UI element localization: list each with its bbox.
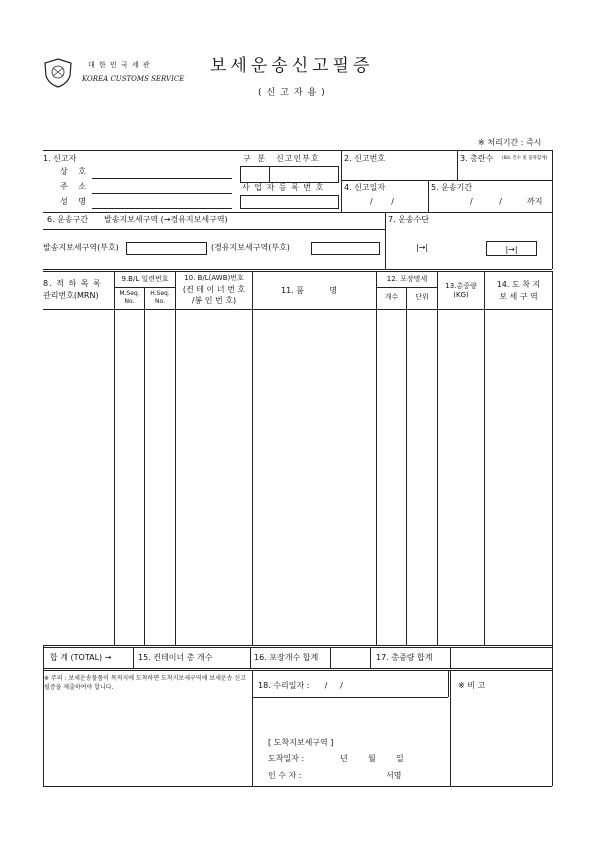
category-label: 구 분 [243, 154, 267, 163]
business-reg-label: 사 업 자 등 록 번 호 [242, 183, 325, 192]
rule [144, 287, 145, 645]
rule [114, 271, 115, 645]
transport-arrow-2: |→| [505, 245, 518, 254]
via-field[interactable] [311, 242, 380, 255]
rule [428, 180, 429, 212]
col-bl-seq-header: 9.B/L 일련번호 [121, 275, 169, 283]
total-label: 합 계 (TOTAL) → [50, 653, 112, 662]
transport-mode-field[interactable] [486, 241, 537, 256]
rule [450, 670, 451, 786]
rule [250, 647, 251, 668]
rule [450, 647, 451, 668]
col-destination-header-1: 14. 도 착 지 [496, 280, 541, 289]
total-items-label: 3. 총란수 [460, 154, 494, 163]
rule [370, 647, 371, 668]
remarks-label: ※ 비 고 [458, 681, 486, 690]
rule [43, 229, 385, 230]
rule [43, 150, 552, 151]
declaration-date-value: / / [370, 197, 394, 206]
receiver-label: 인 수 자 : [268, 771, 302, 780]
declaration-date-label: 4. 신고일자 [344, 183, 386, 192]
col-item-header: 11. 품 명 [281, 286, 338, 295]
container-count-label: 15. 컨테이너 총 개수 [138, 653, 213, 662]
company-label: 상 호 [60, 167, 90, 176]
transport-period-label: 5. 운송기간 [431, 183, 473, 192]
name-field[interactable] [92, 208, 232, 209]
until-label: 까지 [527, 197, 543, 206]
rule [552, 150, 553, 269]
col-package-header: 12. 포장명세 [386, 275, 428, 283]
rule [252, 670, 253, 786]
package-total-label: 16. 포장개수 합계 [254, 653, 319, 662]
rule [43, 645, 552, 646]
arrival-date-label: 도착일자 : [268, 754, 305, 763]
destination-area-label: [ 도착지보세구역 ] [268, 738, 334, 747]
rule [437, 271, 438, 645]
rule [457, 150, 458, 180]
arrival-day: 일 [396, 754, 404, 763]
col-weight-header: 13.총중량 (KG) [445, 282, 477, 300]
rule [43, 271, 552, 272]
col-h-seq-header: H.Seq. No. [150, 290, 170, 305]
name-label: 성 명 [60, 197, 90, 206]
business-reg-field[interactable] [240, 195, 339, 209]
col-mrn-header-1: 8. 적 하 목 록 [43, 279, 102, 288]
rule [341, 150, 342, 212]
processing-period: ※ 처리기간 : 즉시 [478, 138, 542, 147]
rule [175, 271, 176, 645]
col-m-seq-header: M.Seq. No. [119, 290, 140, 305]
address-field[interactable] [92, 193, 232, 194]
col-unit-header: 단위 [415, 293, 429, 301]
rule [43, 647, 552, 648]
col-bl-no-header-2: (컨 테 이 너 번 호 [182, 285, 246, 294]
declarant-code-label: 신고인부호 [276, 154, 320, 163]
weight-total-label: 17. 총중량 합계 [376, 653, 433, 662]
rule [341, 180, 552, 181]
rule [43, 670, 552, 671]
total-items-note: (B/L 건수 및 품목합계) [502, 156, 548, 161]
signature-label: 서명 [386, 771, 402, 780]
col-destination-header-2: 보 세 구 역 [499, 292, 538, 301]
agency-english: KOREA CUSTOMS SERVICE [82, 75, 185, 83]
page-subtitle: (신고자용) [258, 88, 330, 98]
rule [484, 271, 485, 645]
col-bl-no-header-1: 10. B/L(AWB)번호 [184, 274, 244, 282]
rule [43, 668, 552, 669]
rule [330, 647, 331, 668]
receipt-date: 18. 수리일자 : / / [258, 681, 343, 690]
origin-field[interactable] [126, 242, 207, 255]
rule [43, 645, 44, 786]
rule [385, 212, 386, 269]
category-field[interactable] [240, 166, 270, 183]
notice-text: ※ 주의 : 보세운송물품이 목적지에 도착하면 도착지보세구역에 보세운송 신고필증을 제출하여야 합니다. [44, 675, 246, 691]
rule [552, 271, 553, 645]
arrival-month: 월 [368, 754, 376, 763]
rule [448, 670, 449, 697]
col-mrn-header-2: 관리번호(MRN) [43, 291, 99, 300]
origin-label: 발송지보세구역(부호) [43, 243, 119, 252]
col-count-header: 개수 [384, 293, 399, 301]
rule [133, 647, 134, 668]
declaration-no-label: 2. 신고번호 [344, 154, 386, 163]
arrival-year: 년 [340, 754, 348, 763]
rule [43, 309, 552, 310]
route-description: 발송지보세구역 (→경유지보세구역) [104, 215, 228, 224]
transport-period-value: / / [470, 197, 502, 206]
rule [252, 697, 448, 698]
company-field[interactable] [92, 178, 232, 179]
page-title: 보세운송신고필증 [210, 56, 374, 76]
rule [252, 271, 253, 645]
col-bl-no-header-3: /봉 인 번 호) [191, 296, 237, 305]
rule [376, 271, 377, 645]
transport-arrow-1: |→| [416, 243, 429, 252]
declarant-code-field[interactable] [269, 166, 339, 183]
agency-korean: 대 한 민 국 세 관 [88, 61, 151, 69]
via-label: (경유지보세구역(부호) [211, 243, 290, 252]
declarant-label: 1. 신고자 [43, 154, 77, 163]
rule [43, 269, 552, 270]
customs-emblem-icon [43, 58, 73, 88]
rule [406, 287, 407, 645]
rule [552, 645, 553, 786]
rule [43, 786, 552, 787]
address-label: 주 소 [60, 182, 90, 191]
route-label: 6. 운송구간 [47, 215, 89, 224]
rule [43, 212, 552, 213]
rule [114, 287, 175, 288]
rule [376, 287, 437, 288]
transport-mode-label: 7. 운송수단 [388, 215, 430, 224]
